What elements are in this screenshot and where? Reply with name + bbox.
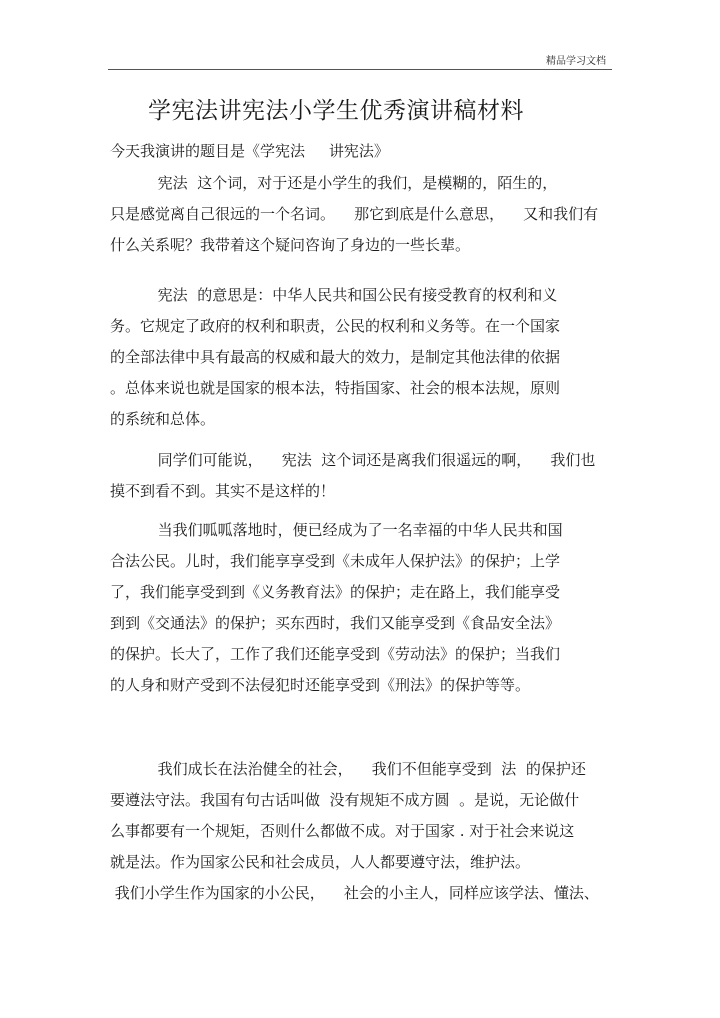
document-title: 学宪法讲宪法小学生优秀演讲稿材料 xyxy=(148,98,524,124)
paragraph-line: 我们成长在法治健全的社会， 我们不但能享受到 法 的保护还 xyxy=(110,760,586,778)
paragraph-line: 的全部法律中具有最高的权威和最大的效力，是制定其他法律的依据 xyxy=(110,348,561,366)
paragraph-line: 。总体来说也就是国家的根本法，特指国家、社会的根本法规，原则 xyxy=(110,379,561,397)
paragraph-line: 同学们可能说， 宪法 这个词还是离我们很遥远的啊， 我们也 xyxy=(110,451,596,469)
paragraph-4 xyxy=(110,515,615,701)
paragraph-line: 了，我们能享受到到《义务教育法》的保护；走在路上，我们能享受 xyxy=(110,583,561,601)
paragraph-2 xyxy=(110,280,615,435)
paragraph-line: 当我们呱呱落地时，便已经成为了一名幸福的中华人民共和国 xyxy=(110,521,563,539)
paragraph-3 xyxy=(110,445,615,507)
paragraph-line: 要遵法守法。我国有句古话叫做 没有规矩不成方圆 。是说，无论做什 xyxy=(110,791,580,809)
intro-line: 今天我演讲的题目是《学宪法 讲宪法》 xyxy=(110,142,389,160)
paragraph-line: 摸不到看不到。其实不是这样的！ xyxy=(110,482,336,500)
paragraph-line: 务。它规定了政府的权利和职责，公民的权利和义务等。在一个国家 xyxy=(110,317,561,335)
paragraph-line: 我们小学生作为国家的小公民， 社会的小主人，同样应该学法、懂法、 xyxy=(110,884,599,902)
paragraph-line: 的保护。长大了，工作了我们还能享受到《劳动法》的保护；当我们 xyxy=(110,645,561,663)
paragraph-line: 宪法 的意思是：中华人民共和国公民有接受教育的权利和义 xyxy=(110,286,558,304)
paragraph-line: 就是法。作为国家公民和社会成员，人人都要遵守法，维护法。 xyxy=(110,853,531,871)
paragraph-6 xyxy=(110,878,615,909)
paragraph-line: 什么关系呢？我带着这个疑问咨询了身边的一些长辈。 xyxy=(110,236,471,254)
paragraph-5 xyxy=(110,754,615,878)
paragraph-line: 的系统和总体。 xyxy=(110,410,216,428)
paragraph-line: 只是感觉离自己很远的一个名词。 那它到底是什么意思， 又和我们有 xyxy=(110,205,599,223)
paragraph-1 xyxy=(110,168,615,261)
header-label: 精品学习文档 xyxy=(546,56,606,67)
paragraph-line: 么事都要有一个规矩，否则什么都做不成。对于国家 . 对于社会来说这 xyxy=(110,822,575,840)
paragraph-line: 到到《交通法》的保护；买东西时，我们又能享受到《食品安全法》 xyxy=(110,614,561,632)
paragraph-line: 合法公民。儿时，我们能享享受到《未成年人保护法》的保护；上学 xyxy=(110,552,561,570)
paragraph-line: 宪法 这个词，对于还是小学生的我们，是模糊的，陌生的， xyxy=(110,174,558,192)
paragraph-line: 的人身和财产受到不法侵犯时还能享受到《刑法》的保护等等。 xyxy=(110,676,531,694)
header-divider xyxy=(108,69,612,70)
